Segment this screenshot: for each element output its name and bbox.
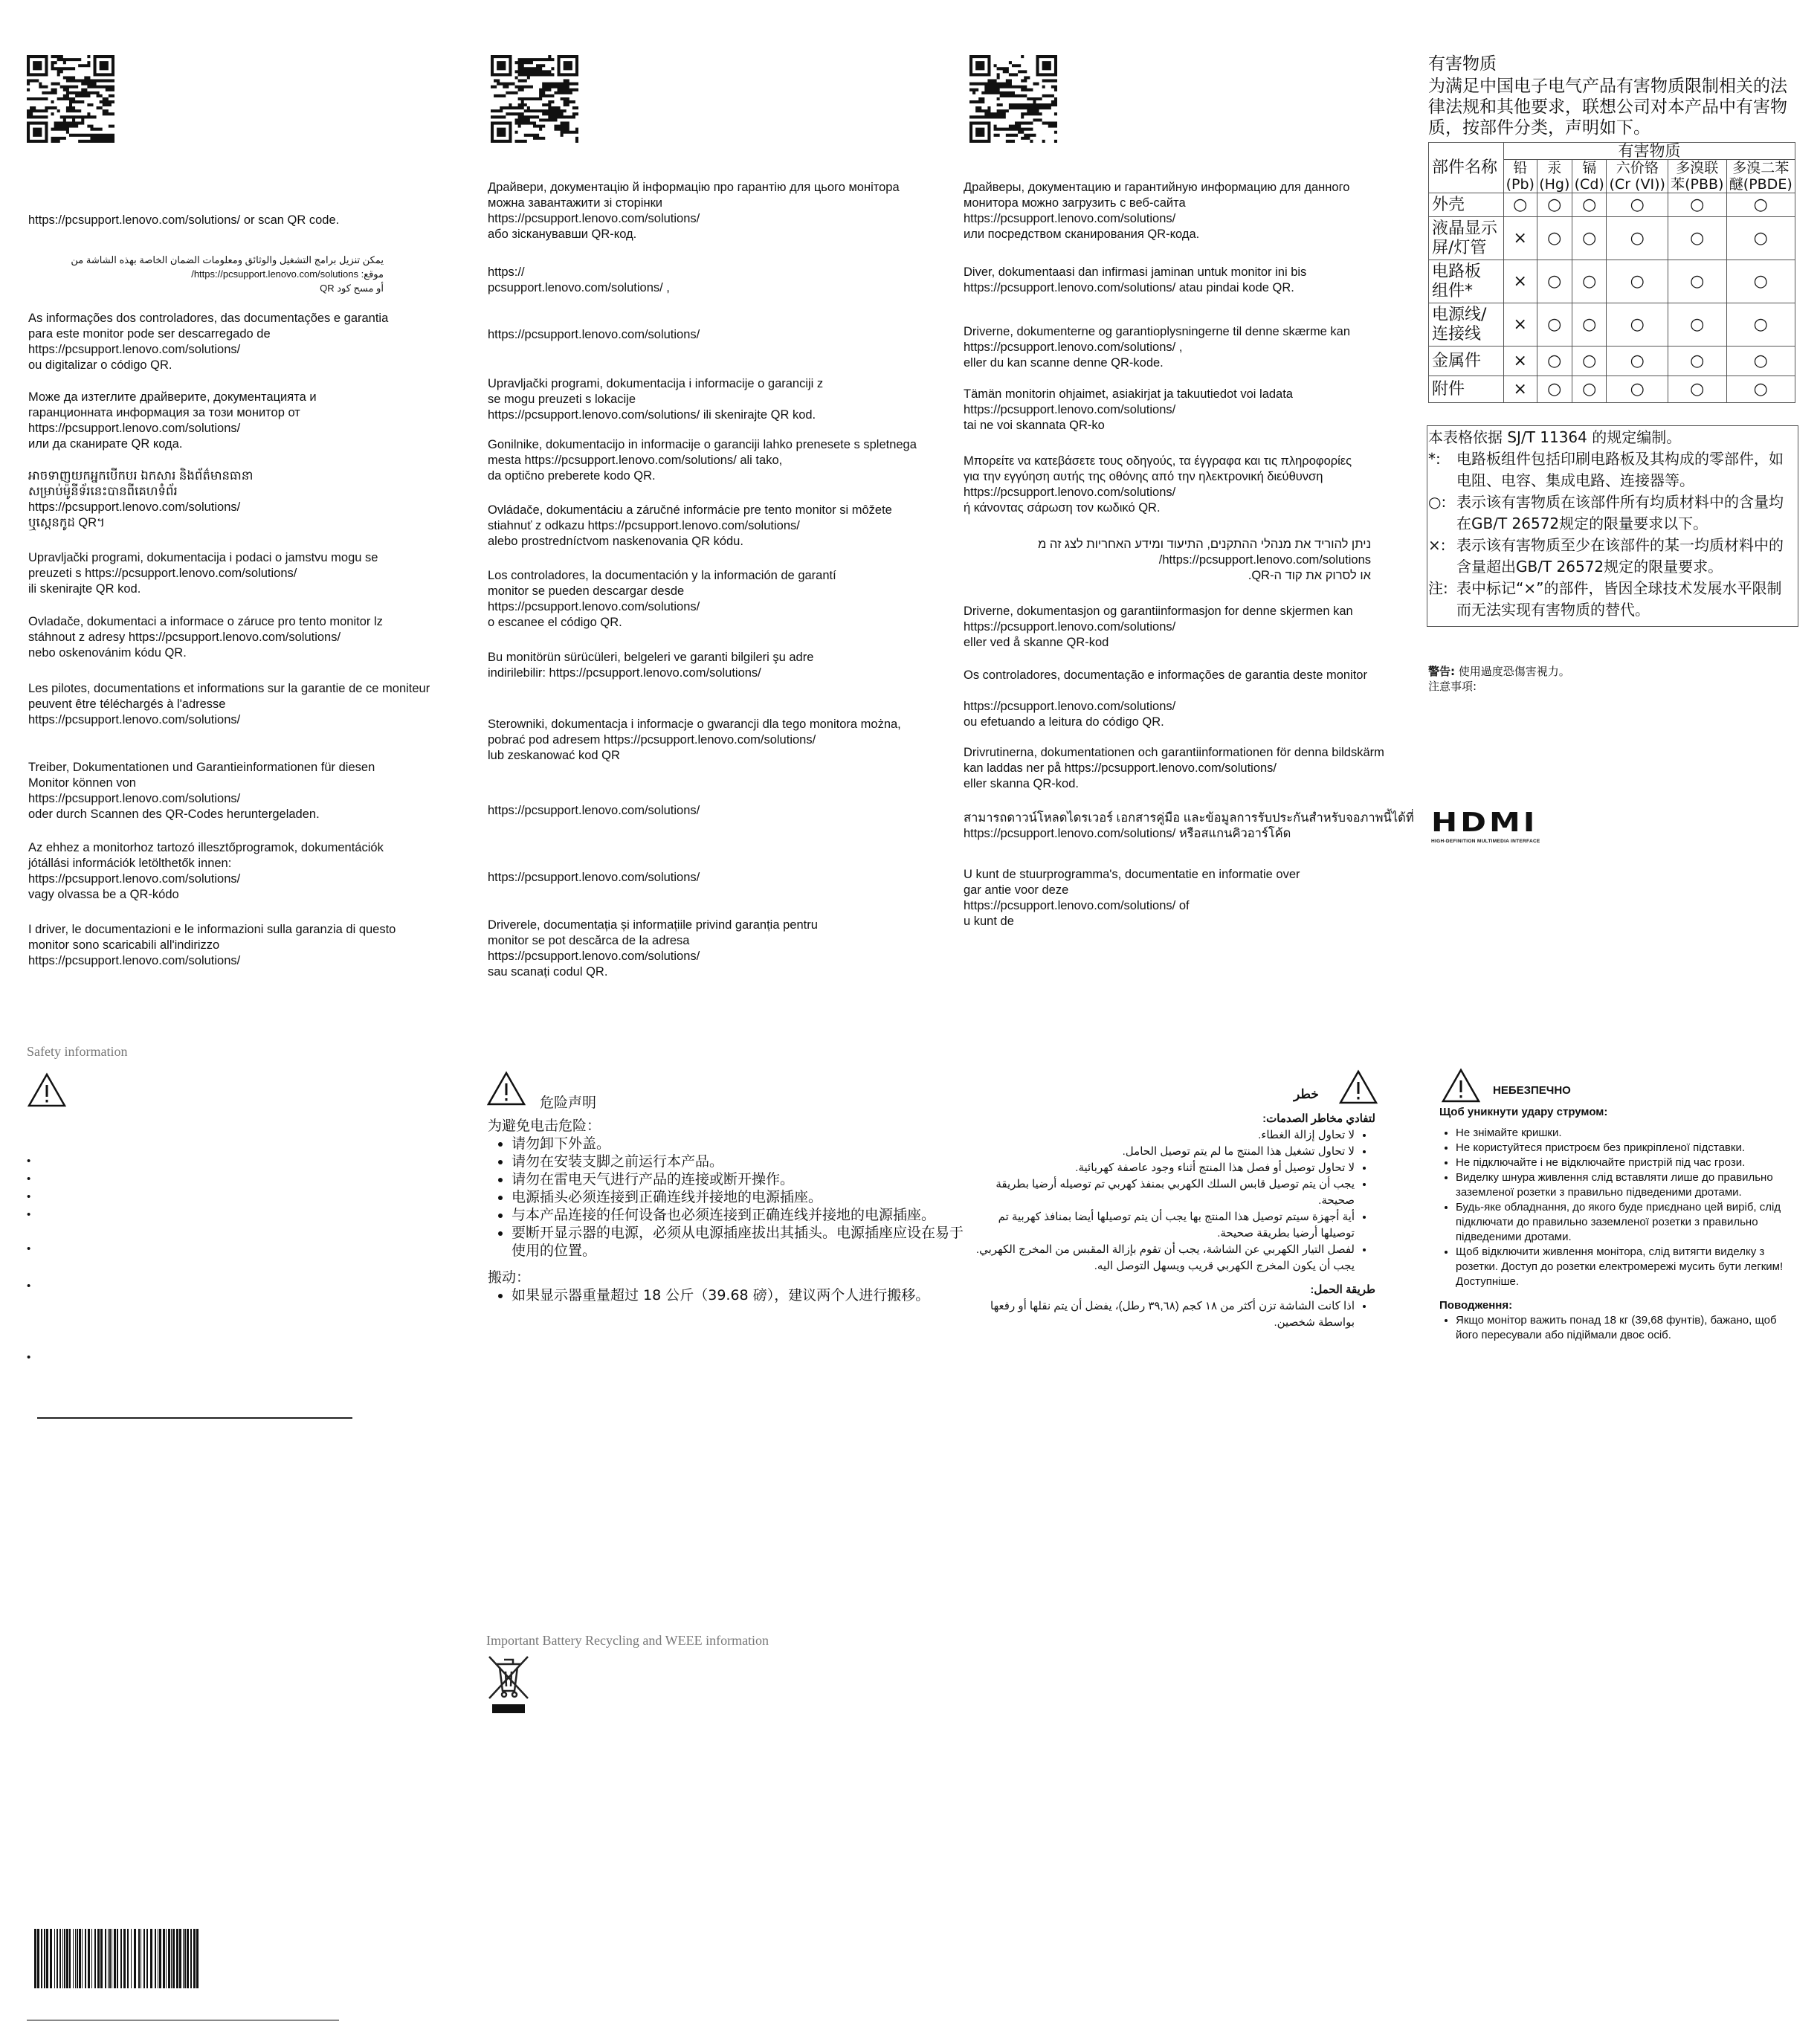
driver-download-hr: Upravljački programi, dokumentacija i podaci o jamstvu mogu se preuzeti s https://pcsupport.lenovo.com/solutions/ ili skenirajte QR kod. [28,551,378,596]
ua-danger-intro: Щоб уникнути удару струмом: [1439,1106,1608,1118]
driver-download-nl: U kunt de stuurprogramma's, documentatie en informatie over gar antie voor deze https://pcsupport.lenovo.com/solutions/ of u kunt de [964,868,1300,928]
hazard-cell: ○ [1572,347,1607,376]
driver-download-de: Treiber, Dokumentationen und Garantieinformationen für diesen Monitor können von https://pcsupport.lenovo.com/solutions/ oder durch Scannen des QR-Codes heruntergeladen. [28,761,375,821]
barcode-bar [54,1929,55,1988]
substance-name: 汞 (Hg) [1537,160,1572,193]
hazard-cell: ○ [1607,376,1668,403]
hazard-cell: ○ [1726,376,1795,403]
driver-download-it: I driver, le documentazioni e le informazioni sulla garanzia di questo monitor sono scaricabili all'indirizzo https://pcsupport.lenovo.com/solutions/ [28,923,396,967]
hazard-cell: ○ [1668,193,1726,217]
barcode-bar [94,1929,96,1988]
driver-download-misc-1: https:// pcsupport.lenovo.com/solutions/ , [488,265,670,294]
hazard-cell: ○ [1607,347,1668,376]
cn-danger-intro: 为避免电击危险： [488,1118,601,1134]
barcode-bar [187,1929,189,1988]
part-name: 液晶显示 屏/灯管 [1429,217,1504,260]
bullet-marker: • [27,1280,31,1292]
hazard-cell: ○ [1537,193,1572,217]
barcode-bar [79,1929,81,1988]
list-item: • 请勿卸下外盖。 [512,1135,964,1153]
hazard-cell: ○ [1537,303,1572,347]
driver-download-misc-2: https://pcsupport.lenovo.com/solutions/ [488,328,700,341]
barcode-bar [44,1929,45,1988]
qr-modules [27,55,114,143]
list-item: • Щоб відключити живлення монітора, слід витягти виделку з розетки. Доступ до розетки електромережі мусить бути легким! Доступніше. [1456,1245,1789,1289]
warning-triangle-icon [486,1071,526,1106]
driver-download-hu: Az ehhez a monitorhoz tartozó illesztőprogramok, dokumentációk jótállási információk letölthetők innen: https://pcsupport.lenovo.com/solutions/ vagy olvassa be a QR-kódo [28,841,384,901]
barcode-bar [117,1929,118,1988]
barcode-bar [131,1929,132,1988]
driver-download-sr: Upravljački programi, dokumentacija i informacije o garanciji z se mogu preuzeti s lokacije https://pcsupport.lenovo.com/solutions/ ili skenirajte QR kod. [488,377,824,422]
qr-code [27,55,114,143]
barcode-bar [179,1929,181,1988]
hazard-cell: ○ [1572,217,1607,260]
weee-heading: Important Battery Recycling and WEEE information [486,1633,769,1648]
barcode-bar [66,1929,68,1988]
hazard-cell: ○ [1668,303,1726,347]
hazard-cell: × [1504,303,1537,347]
driver-download-misc-4: https://pcsupport.lenovo.com/solutions/ [488,871,700,884]
bullet-marker: • [27,1155,31,1167]
hazard-cell: ○ [1572,193,1607,217]
barcode-bar [91,1929,92,1988]
driver-download-pt-br-url: https://pcsupport.lenovo.com/solutions/ ou efetuando a leitura do código QR. [964,700,1176,729]
hazard-cell: ○ [1607,303,1668,347]
driver-download-km: អាចទាញយកអ្នកបើកបរ ឯកសារ និងព័ត៌មានធានា សម្រាប់ម៉ូនីទ័រនេះបានពីគេហទំព័រ https://pcsupport.lenovo.com/solutions/ ឬស្កេនកូដ QR។ [28,469,254,529]
barcode-bar [155,1929,156,1988]
qr-code [491,55,578,143]
barcode-bar [193,1929,196,1988]
hazard-row [1429,347,1795,376]
barcode-bar [123,1929,126,1988]
ar-danger-title: خطر [1294,1087,1319,1101]
list-item: • لا تحاول تشغيل هذا المنتج ما لم يتم توصيل الحامل. [974,1144,1355,1160]
driver-download-no: Driverne, dokumentasjon og garantiinformasjon for denne skjermen kan https://pcsupport.lenovo.com/solutions/ eller ved å skanne QR-kod [964,605,1353,649]
barcode-bar [85,1929,86,1988]
hazard-cell: ○ [1668,260,1726,303]
ar-danger-intro: لتفادي مخاطر الصدمات: [1262,1112,1375,1125]
hazard-cell: ○ [1607,217,1668,260]
list-item: • يجب أن يتم توصيل قابس السلك الكهربي بمنفذ كهربي تم توصيله أرضيا بطريقة صحيحة. [974,1176,1355,1209]
hazard-cell: ○ [1537,260,1572,303]
hazard-row [1429,193,1795,217]
list-item: • Виделку шнура живлення слід вставляти лише до правильно заземленої розетки з правильно підведеними дротами. [1456,1170,1789,1200]
driver-download-uk: Драйвери, документацію й інформацію про гарантію для цього монітора можна завантажити зі сторінки https://pcsupport.lenovo.com/solutions/ або зісканувавши QR-код. [488,181,900,241]
hazard-cell: ○ [1726,347,1795,376]
driver-download-da: Driverne, dokumenterne og garantioplysningerne til denne skærme kan https://pcsupport.lenovo.com/solutions/ , eller du kan scanne denne QR-kode. [964,325,1351,370]
substance-name: 六价铬 (Cr (VI)) [1607,160,1668,193]
driver-download-tr: Bu monitörün sürücüleri, belgeleri ve garanti bilgileri şu adre indirilebilir: https://pcsupport.lenovo.com/solutions/ [488,651,814,680]
footnote-text: 表示该有害物质至少在该部件的某一均质材料中的含量超出GB/T 26572规定的限量要求。 [1456,536,1784,576]
footnote-key: ○: [1428,493,1447,511]
footnote [1428,492,1795,535]
list-item: • Не користуйтеся пристроєм без прикріпленої підставки. [1456,1141,1789,1156]
hazard-cell: × [1504,260,1537,303]
hazard-cell: ○ [1668,376,1726,403]
driver-download-bg: Може да изтеглите драйверите, документацията и гаранционната информация за този монитор от https://pcsupport.lenovo.com/solutions/ или да сканирате QR кода. [28,390,317,451]
driver-download-sk: Ovládače, dokumentáciu a záručné informácie pre tento monitor si môžete stiahnuť z odkazu https://pcsupport.lenovo.com/solutions/ alebo prostredníctvom naskenovania QR kódu. [488,503,892,548]
driver-download-ar: يمكن تنزيل برامج التشغيل والوثائق ومعلومات الضمان الخاصة بهذه الشاشة من موقع: https://pcsupport.lenovo.com/solutions/ أو مسح كود QR [71,254,384,294]
hazard-cell: ○ [1537,347,1572,376]
hazard-cell: ○ [1607,193,1668,217]
driver-download-th: สามารถดาวน์โหลดไดรเวอร์ เอกสารคู่มือ และข้อมูลการรับประกันสำหรับจอภาพนี้ได้ที่ https://pcsupport.lenovo.com/solutions/ หรือสแกนคิวอาร์โค้ด [964,811,1414,840]
driver-download-pt: As informações dos controladores, das documentações e garantia para este monitor pode ser descarregado de https://pcsupport.lenovo.com/solutions/ ou digitalizar o código QR. [28,312,389,372]
bullet-marker: • [27,1351,31,1364]
list-item: • 电源插头必须连接到正确连线并接地的电源插座。 [512,1188,964,1206]
part-name: 电源线/ 连接线 [1429,303,1504,347]
list-item: • أية أجهزة سيتم توصيل هذا المنتج بها يجب أن يتم توصيلها أيضا بمنافذ كهربية تم توصيلها أرضيا بطريقة صحيحة. [974,1209,1355,1242]
driver-download-fi: Tämän monitorin ohjaimet, asiakirjat ja takuutiedot voi ladata https://pcsupport.lenovo.com/solutions/ tai ne voi skannata QR-ko [964,387,1293,432]
warning-text: 使用過度恐傷害視力。 [1455,665,1570,678]
list-item: • Будь-яке обладнання, до якого буде приєднано цей виріб, слід підключати до правильно заземленої розетки з правильно підведеними дротами. [1456,1200,1789,1245]
barcode-bar [105,1929,106,1988]
driver-download-en: https://pcsupport.lenovo.com/solutions/ or scan QR code. [28,213,340,227]
footnote [1428,535,1795,578]
warning-triangle-icon [1441,1068,1481,1103]
barcode [34,1929,202,1988]
barcode-bar [114,1929,116,1988]
ar-danger-notice [974,1111,1375,1331]
cn-move-title: 搬动： [488,1269,531,1286]
hazard-cell: × [1504,347,1537,376]
hazard-row [1429,217,1795,260]
hazard-table [1428,142,1795,403]
hazard-cell: × [1504,376,1537,403]
ua-move-title: Поводження: [1439,1299,1513,1312]
list-item: • Якщо монітор важить понад 18 кг (39,68 фунтів), бажано, щоб його пересували або підіймали двоє осіб. [1456,1313,1789,1343]
part-name: 金属件 [1429,347,1504,376]
list-item: • لا تحاول إزالة الغطاء. [974,1127,1355,1144]
barcode-bar [127,1929,129,1988]
barcode-bar [120,1929,122,1988]
hdmi-logo [1431,806,1540,844]
barcode-bar [171,1929,172,1988]
barcode-bar [146,1929,148,1988]
barcode-bar [190,1929,192,1988]
list-item: • 与本产品连接的任何设备也必须连接到正确连线并接地的电源插座。 [512,1206,964,1224]
barcode-bar [59,1929,61,1988]
part-header: 部件名称 [1429,143,1504,193]
barcode-bar [41,1929,42,1988]
hazard-cell: ○ [1537,217,1572,260]
substance-name: 多溴联 苯(PBB) [1668,160,1726,193]
cn-danger-notice [488,1117,964,1304]
barcode-bar [159,1929,161,1988]
bullet-marker: • [27,1243,31,1255]
hazard-row [1429,260,1795,303]
driver-download-misc-3: https://pcsupport.lenovo.com/solutions/ [488,804,700,817]
warning-triangle-icon [27,1072,67,1108]
barcode-bar [100,1929,103,1988]
safety-heading: Safety information [27,1044,128,1059]
barcode-bar [62,1929,63,1988]
ua-danger-notice [1439,1105,1789,1343]
footnote-key: 注: [1428,579,1448,597]
barcode-bar [134,1929,136,1988]
qr-code [969,55,1057,143]
footnote-text: 表中标记“×”的部件，皆因全球技术发展水平限制而无法实现有害物质的替代。 [1456,579,1782,619]
substance-name: 铅 (Pb) [1504,160,1537,193]
part-name: 附件 [1429,376,1504,403]
hdmi-tagline: HIGH-DEFINITION MULTIMEDIA INTERFACE [1431,839,1540,844]
list-item: • لفصل التيار الكهربي عن الشاشة، يجب أن تقوم بإزالة المقبس من المخرج الكهربي. يجب أن يكون المخرج الكهربي قريب ويسهل التوصل اليه. [974,1242,1355,1274]
driver-download-ru: Драйверы, документацию и гарантийную информацию для данного монитора можно загрузить с веб-сайта https://pcsupport.lenovo.com/solutions/ или посредством сканирования QR-кода. [964,181,1350,241]
driver-download-cs: Ovladače, dokumentaci a informace o záruce pro tento monitor lz stáhnout z adresy https://pcsupport.lenovo.com/solutions/ nebo oskenovánim kódu QR. [28,615,383,660]
bullet-marker: • [27,1208,31,1221]
driver-download-he: ניתן להוריד את מנהלי ההתקנים, התיעוד ומידע האחריות לצג זה מ https://pcsupport.lenovo.com/solutions/ או לסרוק את קוד ה-QR. [1038,538,1371,582]
barcode-bar [34,1929,36,1988]
hazard-cell: ○ [1726,260,1795,303]
cn-danger-title: 危险声明 [540,1095,597,1111]
barcode-bar [77,1929,78,1988]
barcode-bar [143,1929,145,1988]
driver-download-es: Los controladores, la documentación y la información de garantí monitor se pueden descargar desde https://pcsupport.lenovo.com/solutions/ o escanee el código QR. [488,569,836,629]
driver-download-id: Diver, dokumentaasi dan infirmasi jaminan untuk monitor ini bis https://pcsupport.lenovo.com/solutions/ atau pindai kode QR. [964,265,1307,294]
barcode-bar [138,1929,140,1988]
barcode-bar [176,1929,178,1988]
driver-download-el: Μπορείτε να κατεβάσετε τους οδηγούς, τα έγγραφα και τις πληροφορίες για την εγγύηση αυτής της οθόνης από την ηλεκτρονική διεύθυνση https://pcsupport.lenovo.com/solutions/ ή κάνοντας σάρωση τον κωδικό QR. [964,454,1352,515]
hazard-row [1429,303,1795,347]
hazard-cell: ○ [1607,260,1668,303]
bullet-marker: • [27,1190,31,1203]
bullet-marker: • [27,1173,31,1185]
hazard-cell: × [1504,217,1537,260]
barcode-bar [163,1929,165,1988]
list-item: • 如果显示器重量超过 18 公斤（39.68 磅），建议两个人进行搬移。 [512,1286,964,1304]
hazard-cell: ○ [1726,193,1795,217]
barcode-bar [150,1929,152,1988]
caution-label: 注意事項: [1428,680,1477,693]
crossed-out-bin-icon [486,1654,531,1716]
driver-download-sv: Drivrutinerna, dokumentationen och garantiinformationen för denna bildskärm kan laddas ner på https://pcsupport.lenovo.com/solutions/ eller skanna QR-kod. [964,746,1384,790]
hazard-cell: ○ [1572,376,1607,403]
warning-triangle-icon [1338,1069,1378,1105]
part-name: 电路板 组件* [1429,260,1504,303]
barcode-bar [97,1929,100,1988]
hazard-title: 有害物质 [1428,54,1497,74]
list-item: • Не знімайте кришки. [1456,1126,1789,1141]
barcode-bar [168,1929,170,1988]
barcode-bar [108,1929,109,1988]
driver-download-fr: Les pilotes, documentations et informations sur la garantie de ce moniteur peuvent être téléchargés à l'adresse https://pcsupport.lenovo.com/solutions/ [28,682,430,726]
list-item: • Не підключайте і не відключайте пристрій під час грози. [1456,1156,1789,1170]
list-item: • 请勿在雷电天气进行产品的连接或断开操作。 [512,1170,964,1188]
hazard-cell: ○ [1504,193,1537,217]
list-item: • لا تحاول توصيل أو فصل هذا المنتج أثناء وجود عاصفة كهربائية. [974,1160,1355,1176]
hazard-intro: 为满足中国电子电气产品有害物质限制相关的法律法规和其他要求，联想公司对本产品中有害物质，按部件分类，声明如下。 [1428,77,1787,138]
barcode-bar [166,1929,167,1988]
hazard-cell: ○ [1726,217,1795,260]
list-item: • 请勿在安装支脚之前运行本产品。 [512,1153,964,1170]
divider [37,1417,352,1419]
barcode-bar [73,1929,74,1988]
driver-download-sl: Gonilnike, dokumentacijo in informacije o garanciji lahko prenesete s spletnega mesta https://pcsupport.lenovo.com/solutions/ ali tako, da optično preberete kodo QR. [488,438,917,483]
barcode-bar [75,1929,76,1988]
driver-download-pl: Sterowniki, dokumentacja i informacje o gwarancji dla tego monitora można, pobrać pod adresem https://pcsupport.lenovo.com/solutions/ lub zeskanować kod QR [488,718,901,762]
barcode-bar [64,1929,65,1988]
barcode-bar [88,1929,90,1988]
hazard-cell: ○ [1537,376,1572,403]
barcode-bar [184,1929,186,1988]
footnote-text: 表示该有害物质在该部件所有均质材料中的含量均在GB/T 26572规定的限量要求以下。 [1456,493,1784,532]
substance-name: 多溴二苯 醚(PBDE) [1726,160,1795,193]
list-item: • 要断开显示器的电源，必须从电源插座拔出其插头。电源插座应设在易于使用的位置。 [512,1224,964,1260]
hazard-cell: ○ [1572,303,1607,347]
footnote [1428,427,1795,448]
ar-move-title: طريقة الحمل: [1310,1283,1375,1296]
warning-label: 警告: [1428,665,1455,678]
hazard-row [1429,376,1795,403]
barcode-bar [172,1929,175,1988]
hazard-cell: ○ [1668,217,1726,260]
substance-name: 镉 (Cd) [1572,160,1607,193]
barcode-bar [69,1929,71,1988]
footnote [1428,448,1795,492]
eye-warning [1428,665,1570,679]
barcode-bar [82,1929,83,1988]
barcode-bar [196,1929,199,1988]
hdmi-logo-text: HDMI [1431,806,1538,838]
footnote-text: 本表格依据 SJ/T 11364 的规定编制。 [1428,428,1682,446]
hazard-cell: ○ [1572,260,1607,303]
footnote [1428,578,1795,621]
barcode-bar [109,1929,111,1988]
driver-download-pt-br: Os controladores, documentação e informações de garantia deste monitor [964,668,1367,682]
footnote-text: 电路板组件包括印刷电路板及其构成的零部件，如电阻、电容、集成电路、连接器等。 [1456,450,1784,489]
barcode-bar [37,1929,39,1988]
hazard-cell: ○ [1668,347,1726,376]
part-name: 外壳 [1429,193,1504,217]
hazard-footnotes [1428,427,1795,621]
qr-modules [969,55,1057,143]
footnote-key: *: [1428,450,1441,468]
driver-download-ro: Driverele, documentația și informațiile privind garanția pentru monitor se pot descărca de la adresa https://pcsupport.lenovo.com/solutions/ sau scanați codul QR. [488,918,818,979]
barcode-bar [57,1929,58,1988]
barcode-bar [183,1929,184,1988]
hazard-cell: ○ [1726,303,1795,347]
barcode-bar [50,1929,52,1988]
footnote-key: ×: [1428,536,1446,554]
bottom-rule [27,2020,339,2021]
qr-modules [491,55,578,143]
substance-header: 有害物质 [1504,143,1795,160]
barcode-bar [46,1929,48,1988]
list-item: • اذا كانت الشاشة تزن أكثر من ١٨ كجم (٣٩,٦٨ رطل)، يفضل أن يتم نقلها أو رفعها بواسطة شخصين. [974,1298,1355,1331]
ua-danger-title: НЕБЕЗПЕЧНО [1493,1084,1571,1097]
